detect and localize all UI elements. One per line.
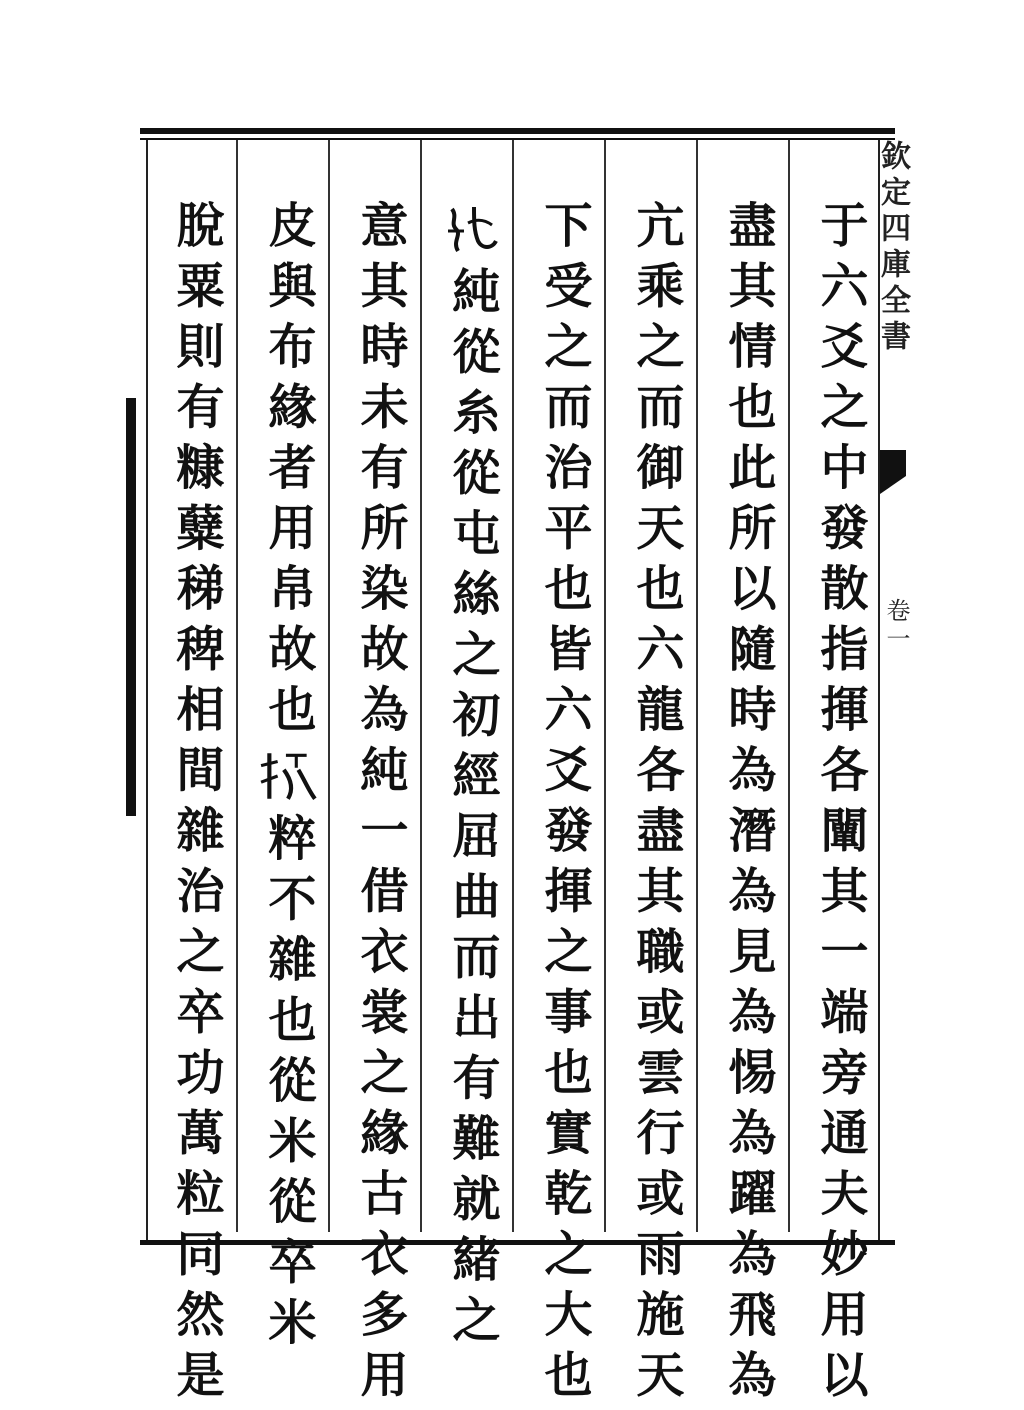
text-column-4 <box>532 200 596 1410</box>
seal-script-cui-icon <box>259 747 317 805</box>
text-column-1 <box>808 200 872 1410</box>
column-separator <box>512 140 514 1232</box>
column-separator <box>788 140 790 1232</box>
margin-book-title: 欽定四庫全書 <box>875 140 910 356</box>
frame-bottom-rule <box>140 1240 895 1245</box>
column-separator <box>328 140 330 1232</box>
text-column-6 <box>348 200 412 1410</box>
column-separator <box>236 140 238 1232</box>
text-column-5 <box>440 200 504 1355</box>
column-separator <box>696 140 698 1232</box>
column-text: 于六爻之中發散指揮各闡其一端旁通夫妙用以 <box>812 200 868 1410</box>
column-separator <box>604 140 606 1232</box>
column-text: 盡其情也此所以隨時為潛為見為惕為躍為飛為 <box>720 200 776 1410</box>
column-text: 亢乘之而御天也六龍各盡其職或雲行或雨施天 <box>628 200 684 1410</box>
column-separator <box>420 140 422 1232</box>
binding-mark <box>126 398 136 816</box>
column-text: 粹不雜也從米從卒米 <box>260 812 316 1357</box>
text-column-8 <box>164 200 228 1410</box>
column-text: 純從糸從屯絲之初經屈曲而出有難就緒之 <box>444 266 500 1355</box>
column-text: 意其時未有所染故為純一借衣裳之緣古衣多用 <box>352 200 408 1410</box>
column-text: 下受之而治平也皆六爻發揮之事也實乾之大也 <box>536 200 592 1410</box>
frame-top-rule <box>140 128 895 134</box>
column-text: 脫粟則有糠糵稊稗相間雜治之卒功萬粒同然是 <box>168 200 224 1410</box>
fish-tail-mark <box>878 446 908 498</box>
text-column-7 <box>256 200 320 1357</box>
frame-left-rule <box>146 140 148 1240</box>
margin-juan-number: 卷一 <box>882 598 910 654</box>
column-text: 皮與布緣者用帛故也 <box>260 200 316 745</box>
seal-script-chun-icon <box>443 200 501 258</box>
text-column-2 <box>716 200 780 1410</box>
text-column-3 <box>624 200 688 1410</box>
frame-top-inner-rule <box>140 138 895 140</box>
